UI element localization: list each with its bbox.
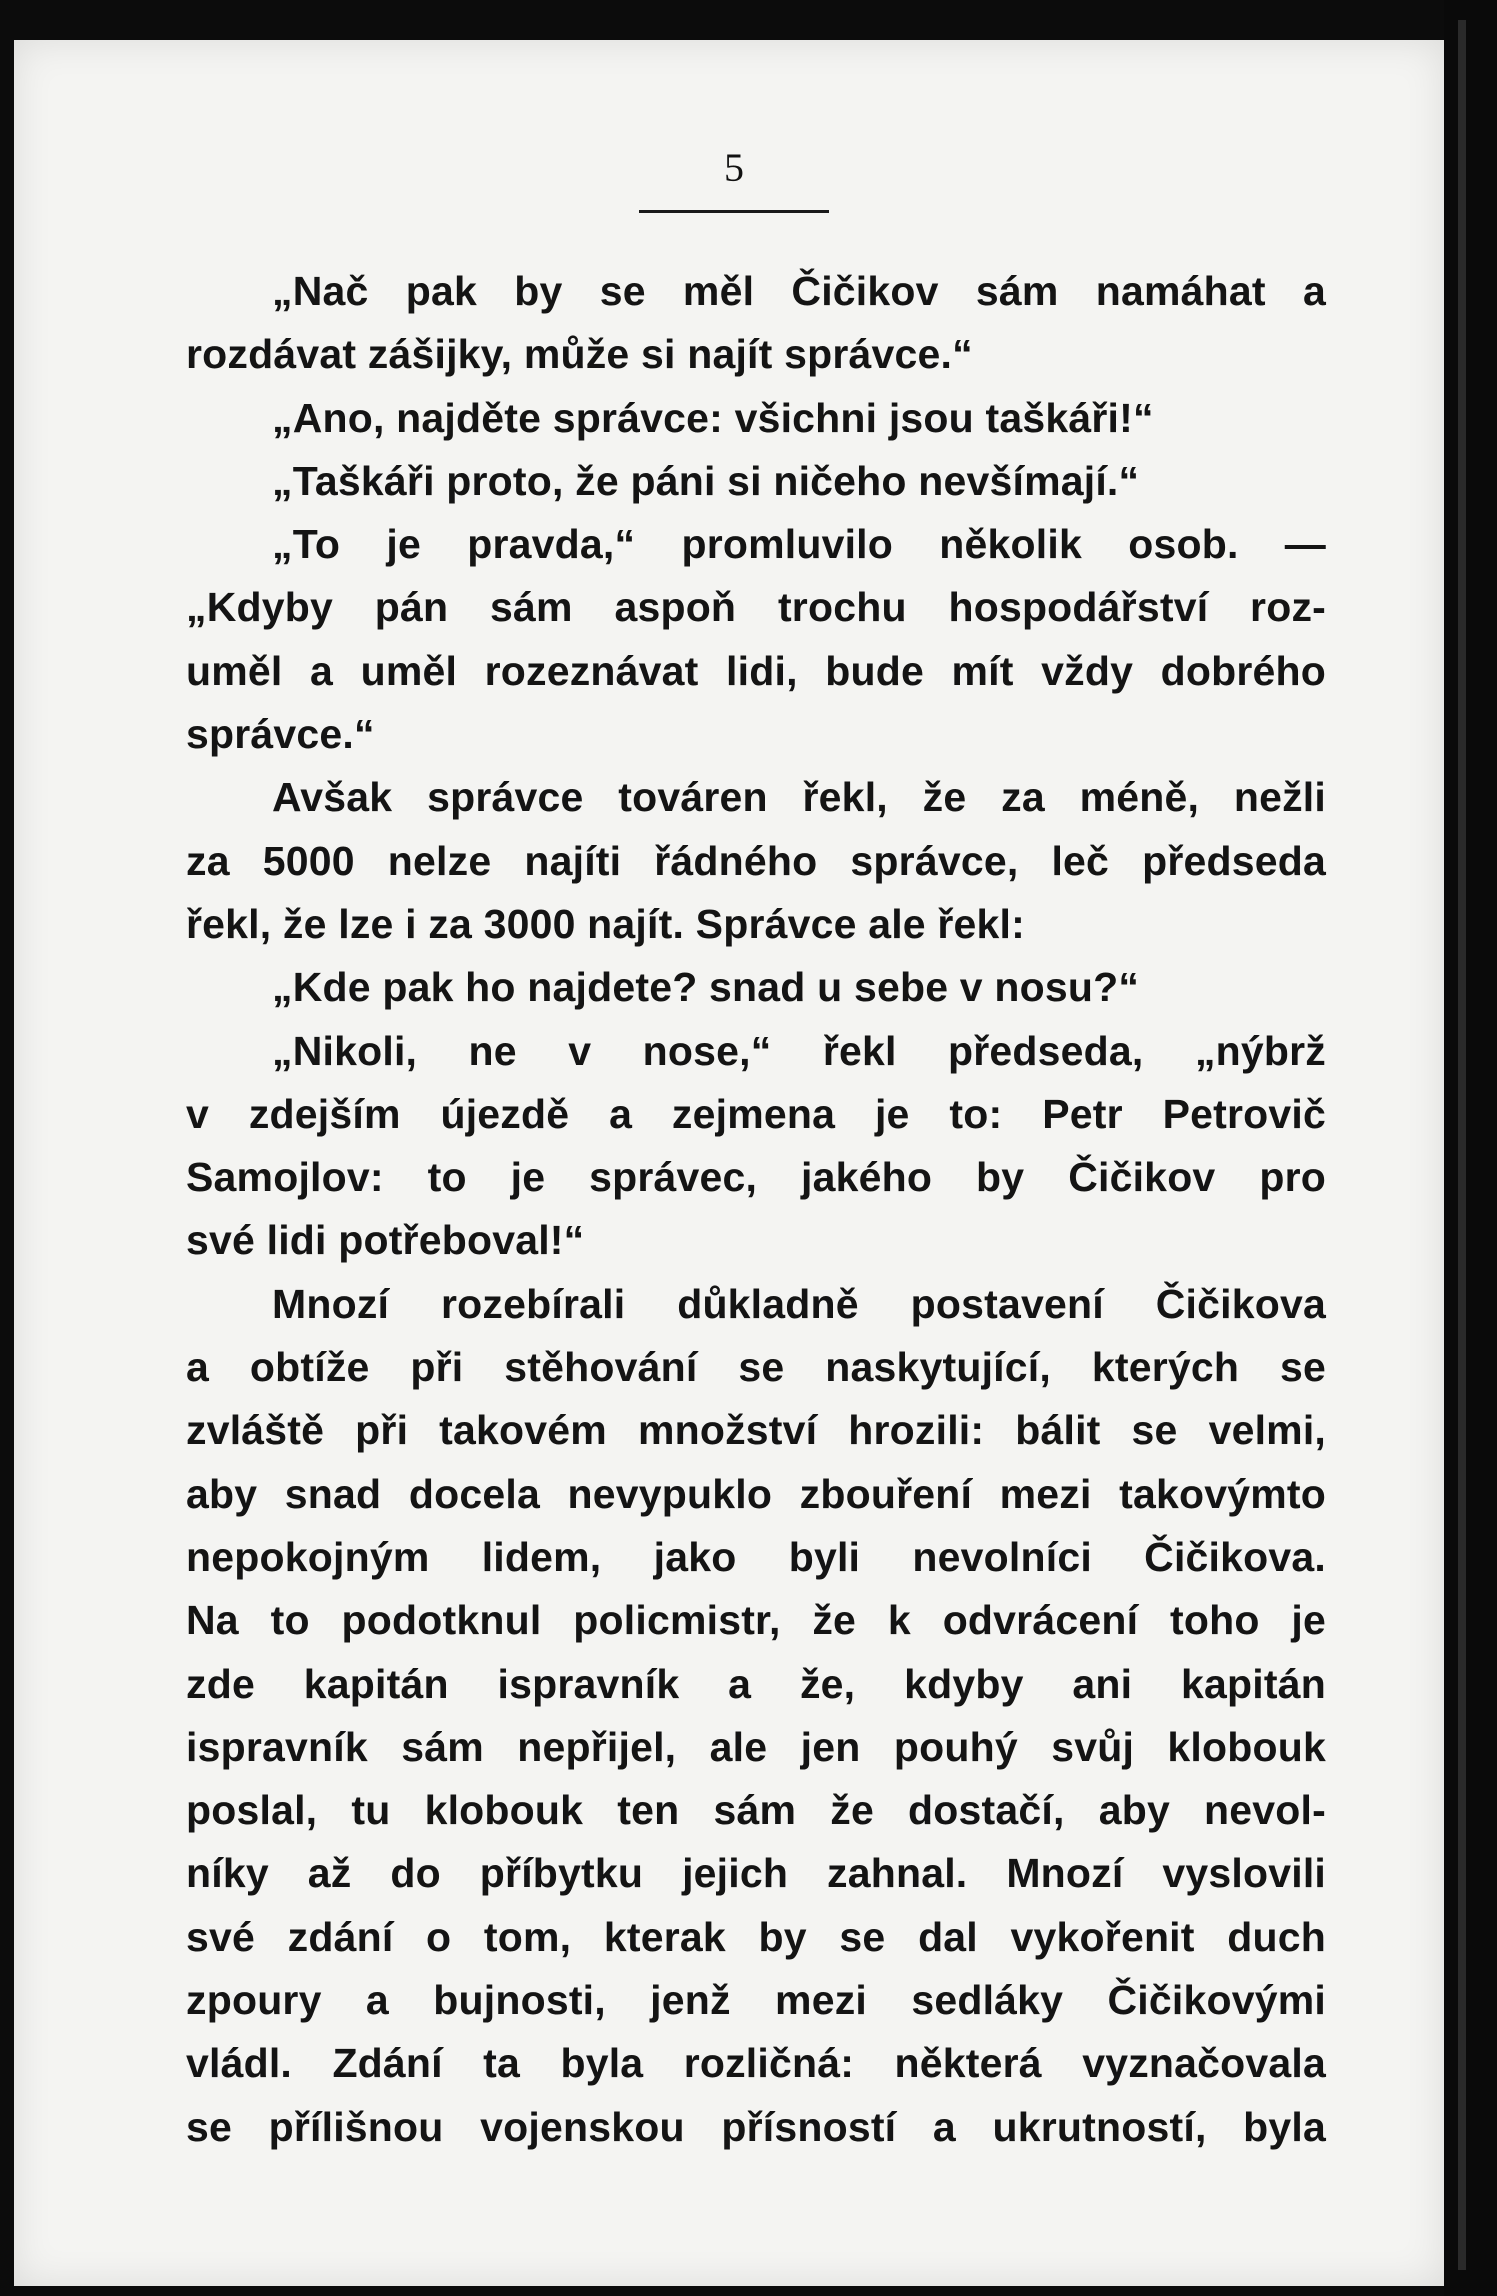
text-line: vládl. Zdání ta byla rozličná: některá vyznačovala [186, 2040, 1326, 2087]
text-line: za 5000 nelze najíti řádného správce, leč předseda [186, 837, 1326, 884]
book-page [14, 40, 1444, 2286]
text-line: Avšak správce továren řekl, že za méně, nežli [272, 774, 1326, 821]
text-line: své lidi potřeboval!“ [186, 1217, 585, 1264]
text-line: řekl, že lze i za 3000 najít. Správce ale řekl: [186, 900, 1025, 947]
header-rule [639, 210, 829, 213]
text-line: níky až do příbytku jejich zahnal. Mnozí vyslovili [186, 1850, 1326, 1897]
text-line: zvláště při takovém množství hrozili: bálit se velmi, [186, 1407, 1326, 1454]
text-line: nepokojným lidem, jako byli nevolníci Čičikova. [186, 1533, 1326, 1580]
text-line: rozdávat zášijky, může si najít správce.“ [186, 331, 973, 378]
page-number: 5 [724, 145, 744, 190]
text-line: poslal, tu klobouk ten sám že dostačí, aby nevol- [186, 1787, 1326, 1834]
text-line: „To je pravda,“ promluvilo několik osob. — [272, 521, 1326, 568]
text-line: se přílišnou vojenskou přísností a ukrutností, byla [186, 2103, 1326, 2150]
text-line: a obtíže při stěhování se naskytující, kterých se [186, 1344, 1326, 1391]
text-line: „Kdyby pán sám aspoň trochu hospodářství roz- [186, 584, 1326, 631]
text-line: „Kde pak ho najdete? snad u sebe v nosu?“ [272, 964, 1140, 1011]
text-line: v zdejším újezdě a zejmena je to: Petr Petrovič [186, 1090, 1326, 1137]
text-line: „Nikoli, ne v nose,“ řekl předseda, „nýbrž [272, 1027, 1326, 1074]
text-line: správce.“ [186, 711, 375, 758]
text-line: uměl a uměl rozeznávat lidi, bude mít vždy dobrého [186, 647, 1326, 694]
text-line: ispravník sám nepřijel, ale jen pouhý svůj klobouk [186, 1723, 1326, 1770]
text-line: „Nač pak by se měl Čičikov sám namáhat a [272, 268, 1326, 314]
scan-edge [1444, 0, 1497, 2296]
text-line: zpoury a bujnosti, jenž mezi sedláky Čičikovými [186, 1977, 1326, 2024]
text-line: aby snad docela nevypuklo zbouření mezi takovýmto [186, 1470, 1326, 1517]
text-line: své zdání o tom, kterak by se dal vykořenit duch [186, 1913, 1326, 1960]
text-line: Na to podotknul policmistr, že k odvrácení toho je [186, 1597, 1326, 1644]
body-text [186, 260, 1326, 2159]
text-line: Samojlov: to je správec, jakého by Čičikov pro [186, 1154, 1326, 1201]
text-line: Mnozí rozebírali důkladně postavení Čičikova [272, 1280, 1326, 1327]
text-line: zde kapitán ispravník a že, kdyby ani kapitán [186, 1660, 1326, 1707]
text-line: „Ano, najděte správce: všichni jsou taškáři!“ [272, 394, 1154, 441]
text-line: „Taškáři proto, že páni si ničeho nevšímají.“ [272, 457, 1140, 504]
